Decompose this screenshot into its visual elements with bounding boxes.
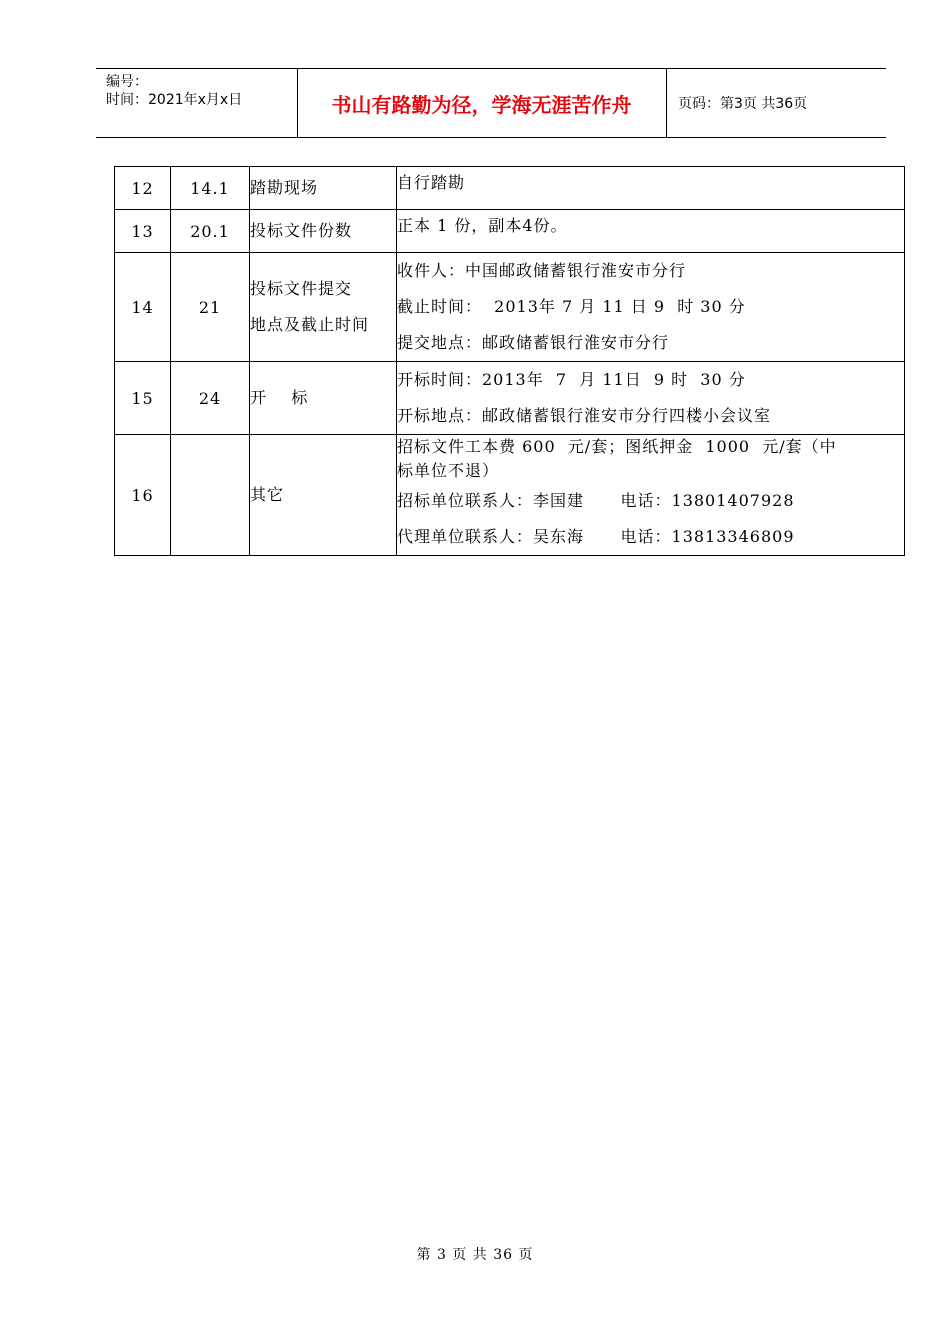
content-line: 招标单位联系人：李国建 电话：13801407928 — [397, 491, 795, 510]
clause-number: 21 — [171, 253, 250, 362]
clause-number: 14.1 — [171, 167, 250, 210]
content-line: 代理单位联系人：吴东海 电话：13813346809 — [397, 527, 795, 546]
content-line: 提交地点：邮政储蓄银行淮安市分行 — [397, 333, 670, 352]
item-line: 地点及截止时间 — [250, 315, 370, 334]
row-number: 13 — [115, 210, 171, 253]
serial-number-label: 编号： — [106, 74, 148, 90]
content-line: 招标文件工本费 600 元/套；图纸押金 1000 元/套（中 — [397, 437, 837, 456]
clause-number: 24 — [171, 362, 250, 435]
row-number: 12 — [115, 167, 171, 210]
content-line: 自行踏勘 — [397, 173, 466, 192]
table-row — [115, 435, 905, 556]
content-line: 截止时间： 2013年 7 月 11 日 9 时 30 分 — [397, 297, 746, 316]
item-name — [250, 253, 397, 362]
table-row — [115, 210, 905, 253]
item-content — [397, 362, 905, 435]
row-number: 15 — [115, 362, 171, 435]
page-header — [96, 68, 886, 138]
item-content — [397, 210, 905, 253]
item-line: 开 标 — [250, 388, 309, 407]
bid-info-table — [114, 166, 905, 556]
clause-number: 20.1 — [171, 210, 250, 253]
item-content — [397, 435, 905, 556]
content-line: 标单位不退） — [397, 461, 500, 480]
item-name — [250, 210, 397, 253]
row-number: 14 — [115, 253, 171, 362]
item-line: 投标文件提交 — [250, 279, 353, 298]
item-line: 投标文件份数 — [250, 221, 353, 240]
table-row — [115, 167, 905, 210]
footer-page-number: 第 3 页 共 36 页 — [416, 1247, 534, 1263]
item-content — [397, 253, 905, 362]
item-name — [250, 167, 397, 210]
header-motto: 书山有路勤为径，学海无涯苦作舟 — [297, 69, 667, 137]
table-row — [115, 253, 905, 362]
date-label: 时间：2021年x月x日 — [106, 92, 243, 108]
item-content — [397, 167, 905, 210]
table-row — [115, 362, 905, 435]
content-line: 收件人：中国邮政储蓄银行淮安市分行 — [397, 261, 687, 280]
item-line: 踏勘现场 — [250, 178, 319, 197]
clause-number — [171, 435, 250, 556]
content-line: 开标地点：邮政储蓄银行淮安市分行四楼小会议室 — [397, 406, 772, 425]
content-line: 开标时间：2013年 7 月 11日 9 时 30 分 — [397, 370, 746, 389]
page-info-text: 页码：第3页 共36页 — [678, 96, 808, 112]
item-name — [250, 435, 397, 556]
item-name — [250, 362, 397, 435]
page-footer — [0, 1244, 950, 1264]
row-number: 16 — [115, 435, 171, 556]
item-line: 其它 — [250, 485, 285, 504]
header-meta — [96, 69, 298, 137]
header-page-info — [666, 69, 886, 137]
content-line: 正本 1 份，副本4份。 — [397, 216, 568, 235]
